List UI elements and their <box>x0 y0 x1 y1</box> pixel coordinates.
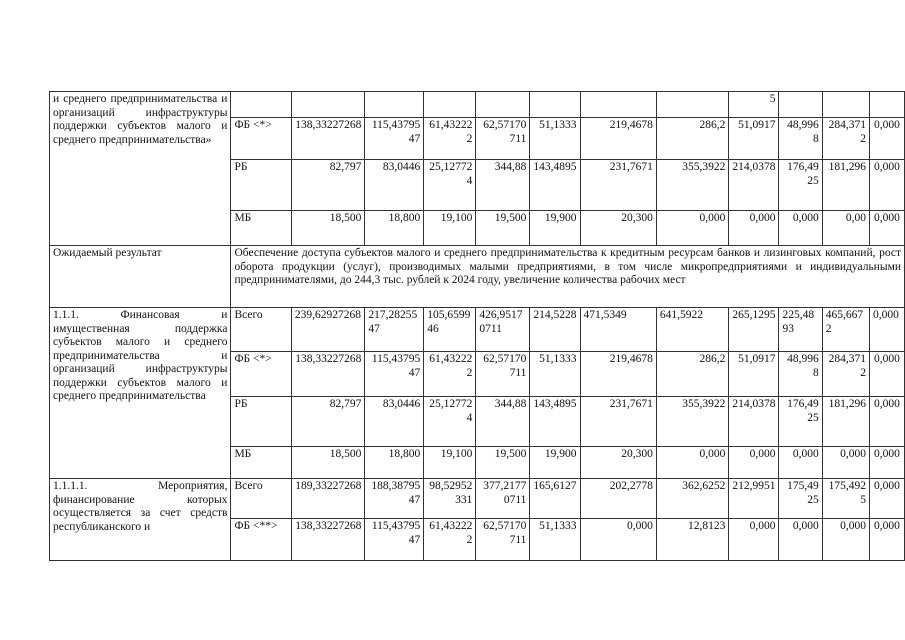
table-cell: 62,57170711 <box>476 352 530 397</box>
table-cell: 0,000 <box>729 211 779 246</box>
table-cell: 214,0378 <box>729 397 779 447</box>
funding-source: ФБ <*> <box>231 118 291 160</box>
table-cell: 219,4678 <box>580 352 656 397</box>
table-cell: 212,9951 <box>729 479 779 519</box>
table-cell: 0,000 <box>729 447 779 479</box>
table-cell: 51,1333 <box>530 118 580 160</box>
table-cell: 0,000 <box>656 211 728 246</box>
table-cell: 214,0378 <box>729 160 779 211</box>
table-cell: 426,95170711 <box>476 308 530 352</box>
table-cell: 61,432222 <box>424 519 476 561</box>
table-cell: 18,500 <box>291 211 365 246</box>
table-cell: 18,800 <box>365 211 424 246</box>
table-cell: 51,1333 <box>530 519 580 561</box>
table-cell: 62,57170711 <box>476 519 530 561</box>
funding-source: РБ <box>231 160 291 211</box>
table-cell: 0,00 <box>822 211 869 246</box>
budget-table <box>49 91 905 561</box>
table-cell: 20,300 <box>580 447 656 479</box>
table-cell: 115,4379547 <box>365 118 424 160</box>
table-cell: 0,000 <box>869 447 904 479</box>
table-cell: 0,000 <box>779 211 822 246</box>
table-cell: 377,21770711 <box>476 479 530 519</box>
row-label: 1.1.1. Финансовая и имущественная поддержка субъектов малого и среднего предпринимательства и организаций инфраструктуры поддержки субъектов малого и среднего предпринимательства <box>50 308 231 479</box>
table-cell: 98,52952331 <box>424 479 476 519</box>
table-cell: 12,8123 <box>656 519 728 561</box>
table-cell: 176,4925 <box>779 160 822 211</box>
table-cell: 471,5349 <box>580 308 656 352</box>
table-cell: 0,000 <box>779 447 822 479</box>
table-cell: 0,000 <box>869 160 904 211</box>
table-cell: 0,000 <box>779 519 822 561</box>
funding-source: ФБ <*> <box>231 352 291 397</box>
table-cell: 188,3879547 <box>365 479 424 519</box>
table-cell: 19,900 <box>530 447 580 479</box>
table-cell: 175,4925 <box>779 479 822 519</box>
table-cell: 138,33227268 <box>291 519 365 561</box>
table-cell: 231,7671 <box>580 397 656 447</box>
table-cell: 217,2825547 <box>365 308 424 352</box>
table-cell: 82,797 <box>291 160 365 211</box>
table-cell: 0,000 <box>656 447 728 479</box>
table-row <box>50 479 905 519</box>
table-cell: 48,9968 <box>779 352 822 397</box>
table-cell: 82,797 <box>291 397 365 447</box>
table-cell: 0,000 <box>869 519 904 561</box>
table-cell: 465,6672 <box>822 308 869 352</box>
expected-result-label: Ожидаемый результат <box>50 246 231 308</box>
table-cell: 355,3922 <box>656 160 728 211</box>
table-cell: 19,900 <box>530 211 580 246</box>
table-cell: 0,000 <box>869 118 904 160</box>
table-cell: 5 <box>729 92 779 118</box>
table-cell: 25,127724 <box>424 397 476 447</box>
table-cell: 61,432222 <box>424 118 476 160</box>
table-cell: 0,000 <box>869 479 904 519</box>
funding-source: ФБ <**> <box>231 519 291 561</box>
table-row <box>50 92 905 118</box>
table-cell: 202,2778 <box>580 479 656 519</box>
table-cell: 51,0917 <box>729 352 779 397</box>
table-cell: 175,4925 <box>822 479 869 519</box>
table-cell: 83,0446 <box>365 397 424 447</box>
table-cell: 219,4678 <box>580 118 656 160</box>
funding-source: МБ <box>231 211 291 246</box>
table-cell: 265,1295 <box>729 308 779 352</box>
table-cell: 189,33227268 <box>291 479 365 519</box>
table-cell: 344,88 <box>476 160 530 211</box>
table-cell: 0,000 <box>869 397 904 447</box>
table-cell: 0,000 <box>869 352 904 397</box>
table-cell: 231,7671 <box>580 160 656 211</box>
table-cell: 0,000 <box>729 519 779 561</box>
table-cell: 19,100 <box>424 447 476 479</box>
table-cell: 284,3712 <box>822 352 869 397</box>
table-cell: 165,6127 <box>530 479 580 519</box>
table-cell: 0,000 <box>869 211 904 246</box>
table-cell: 286,2 <box>656 352 728 397</box>
table-cell: 18,500 <box>291 447 365 479</box>
table-cell: 355,3922 <box>656 397 728 447</box>
table-cell: 18,800 <box>365 447 424 479</box>
table-cell: 138,33227268 <box>291 118 365 160</box>
table-cell: 20,300 <box>580 211 656 246</box>
table-cell: 115,4379547 <box>365 519 424 561</box>
table-cell: 641,5922 <box>656 308 728 352</box>
expected-result-text: Обеспечение доступа субъектов малого и среднего предпринимательства к кредитным ресурсам банков и лизинговых компаний, рост оборота продукции (услуг), производимых малыми предприятиями, в том числе микропредприятиями и индивидуальными предпринимателями, до 244,3 тыс. рублей к 2024 году, увеличение количества рабочих мест <box>231 246 905 308</box>
table-cell: 344,88 <box>476 397 530 447</box>
funding-source: МБ <box>231 447 291 479</box>
table-cell: 19,100 <box>424 211 476 246</box>
table-cell: 61,432222 <box>424 352 476 397</box>
table-cell: 51,1333 <box>530 352 580 397</box>
table-cell: 143,4895 <box>530 160 580 211</box>
table-cell: 48,9968 <box>779 118 822 160</box>
page-bottom-margin <box>0 577 905 640</box>
funding-source: Всего <box>231 479 291 519</box>
table-cell: 225,4893 <box>779 308 822 352</box>
table-cell: 181,296 <box>822 397 869 447</box>
funding-source: Всего <box>231 308 291 352</box>
table-cell: 25,127724 <box>424 160 476 211</box>
table-cell: 0,000 <box>822 519 869 561</box>
table-cell: 19,500 <box>476 447 530 479</box>
table-cell: 19,500 <box>476 211 530 246</box>
table-cell: 181,296 <box>822 160 869 211</box>
table-cell: 0,000 <box>580 519 656 561</box>
table-cell: 239,62927268 <box>291 308 365 352</box>
table-cell: 105,659946 <box>424 308 476 352</box>
table-row <box>50 246 905 308</box>
table-cell: 115,4379547 <box>365 352 424 397</box>
table-cell: 143,4895 <box>530 397 580 447</box>
table-cell: 0,000 <box>822 447 869 479</box>
table-cell: 62,57170711 <box>476 118 530 160</box>
table-cell: 83,0446 <box>365 160 424 211</box>
funding-source: РБ <box>231 397 291 447</box>
table-cell: 214,5228 <box>530 308 580 352</box>
table-cell: 286,2 <box>656 118 728 160</box>
table-cell: 0,000 <box>869 308 904 352</box>
table-cell: 176,4925 <box>779 397 822 447</box>
table-cell: 284,3712 <box>822 118 869 160</box>
table-cell: 138,33227268 <box>291 352 365 397</box>
table-row <box>50 308 905 352</box>
row-label: 1.1.1.1. Мероприятия, финансирование которых осуществляется за счет средств республиканского и <box>50 479 231 561</box>
table-cell: 51,0917 <box>729 118 779 160</box>
table-cell: 362,6252 <box>656 479 728 519</box>
row-label: и среднего предпринимательства и организаций инфраструктуры поддержки субъектов малого и среднего предпринимательства» <box>50 92 231 246</box>
